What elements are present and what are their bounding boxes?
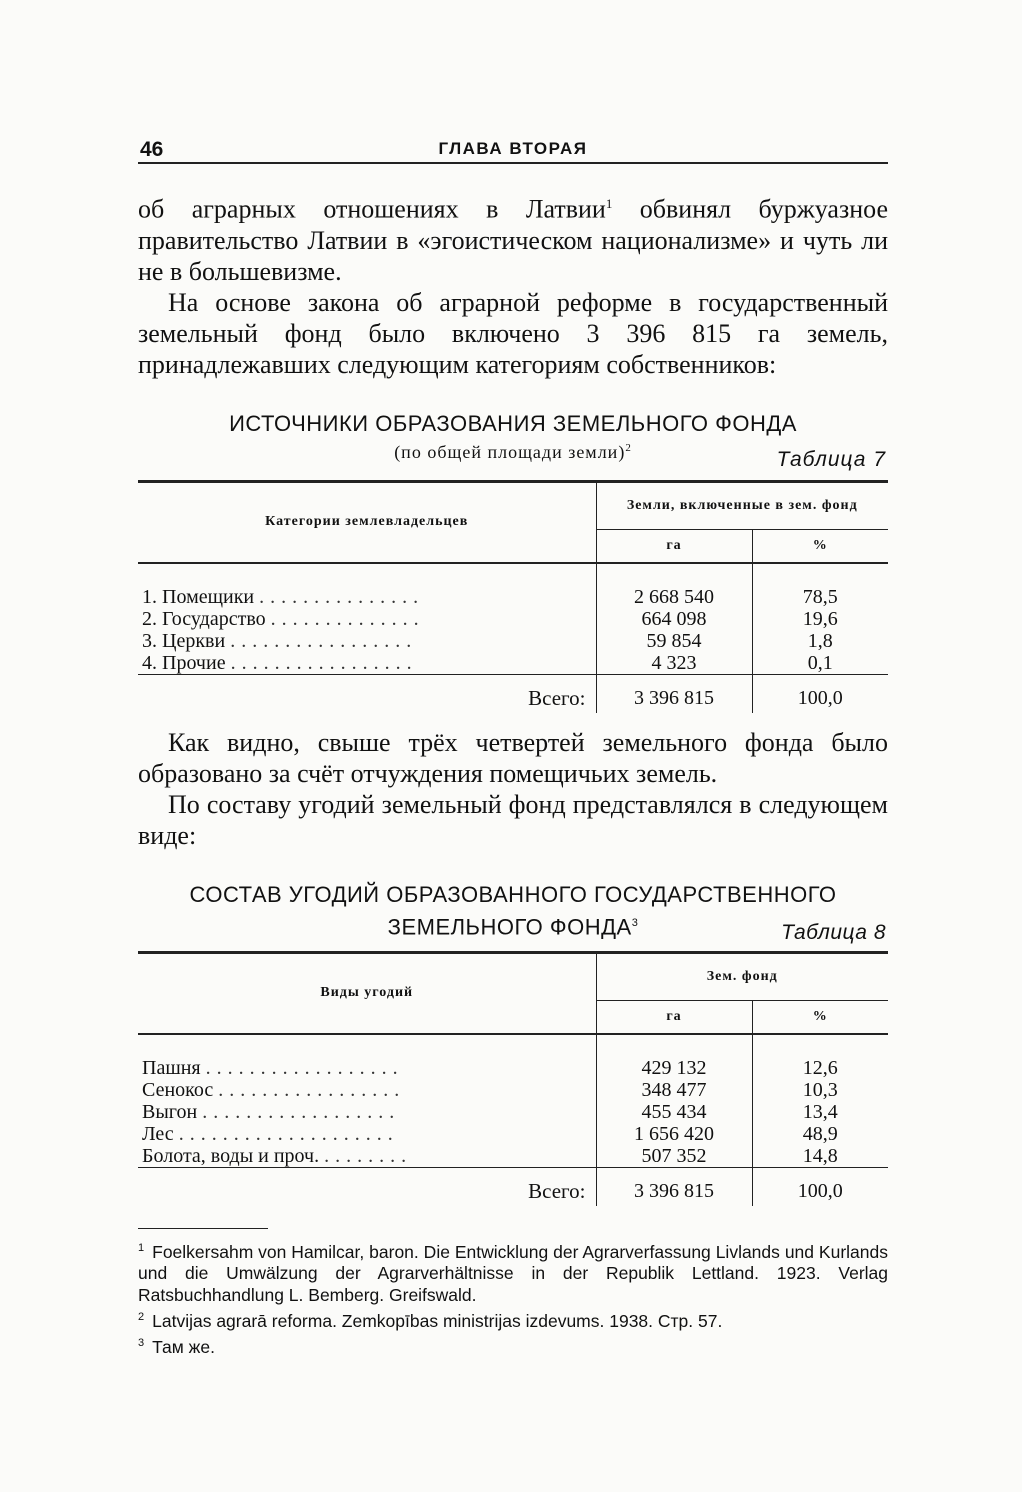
footnote-ref-2: 2 — [625, 441, 632, 454]
table-row: 2. Государство .............. 664 098 19,6 — [138, 608, 888, 630]
table-8-block — [138, 881, 888, 1206]
running-header — [138, 128, 888, 164]
table-7-col-ha: га — [596, 529, 752, 563]
table-row: Пашня .................. 429 132 12,6 — [138, 1057, 888, 1079]
table-7-label: Таблица 7 — [776, 447, 886, 471]
footnotes — [138, 1228, 888, 1358]
table-7-block — [138, 410, 888, 713]
table-8-col-category: Виды угодий — [320, 985, 414, 1001]
footnote-ref-1: 1 — [605, 196, 613, 211]
footnote-ref-3: 3 — [631, 916, 639, 929]
table-row: Сенокос ................. 348 477 10,3 — [138, 1079, 888, 1101]
table-7-col-group: Земли, включенные в зем. фонд — [596, 481, 888, 529]
table-7-col-pct: % — [752, 529, 888, 563]
paragraph-3: Как видно, свыше трёх четвертей земельного фонда было образовано за счёт отчуждения помещичьих земель. — [138, 727, 888, 788]
table-8-title-line1: СОСТАВ УГОДИЙ ОБРАЗОВАННОГО ГОСУДАРСТВЕННОГО — [189, 881, 837, 907]
book-page — [138, 128, 888, 1358]
table-7 — [138, 480, 888, 713]
footnote-rule — [138, 1228, 268, 1229]
paragraph-2: На основе закона об аграрной реформе в государственный земельный фонд было включено 3 396 815 га земель, принадлежавших следующим категориям собственников: — [138, 287, 888, 379]
table-7-total-row: Всего: 3 396 815 100,0 — [138, 674, 888, 713]
table-7-title: ИСТОЧНИКИ ОБРАЗОВАНИЯ ЗЕМЕЛЬНОГО ФОНДА — [229, 410, 797, 436]
footnote-2: $^2$ Latvijas agrarā reforma. Zemkopības ministrijas izdevums. 1938. Стр. 57. — [138, 1311, 723, 1332]
table-8-label: Таблица 8 — [781, 920, 886, 944]
chapter-title: ГЛАВА ВТОРАЯ — [438, 139, 588, 158]
page-number: 46 — [140, 138, 164, 161]
table-8-total-row: Всего: 3 396 815 100,0 — [138, 1167, 888, 1206]
table-row: Болота, воды и проч. ........ 507 352 14,8 — [138, 1145, 888, 1168]
table-row: Лес .................... 1 656 420 48,9 — [138, 1123, 888, 1145]
table-7-col-category: Категории землевладельцев — [265, 514, 469, 530]
table-row: 1. Помещики ............... 2 668 540 78,5 — [138, 586, 888, 608]
table-8-title-row2 — [138, 909, 888, 943]
table-row: Выгон .................. 455 434 13,4 — [138, 1101, 888, 1123]
table-row: 4. Прочие ................. 4 323 0,1 — [138, 652, 888, 675]
table-row: 3. Церкви ................. 59 854 1,8 — [138, 630, 888, 652]
table-8-title-line2: ЗЕМЕЛЬНОГО ФОНДА — [387, 913, 632, 939]
table-8-col-pct: % — [752, 1000, 888, 1034]
table-8-col-group: Зем. фонд — [596, 952, 888, 1000]
paragraph-4: По составу угодий земельный фонд представлялся в следующем виде: — [138, 789, 888, 850]
table-8 — [138, 951, 888, 1206]
footnote-1: $^1$ Foelkersahm von Hamilcar, baron. Die Entwicklung der Agrarverfassung Livlands und Kurlands und die Umwälzung der Agrarverhältnisse in der Republik Lettland. 1923. Verlag Ratsbuchhandlung L. Bemberg. Greifswald. — [138, 1241, 888, 1306]
table-8-col-ha: га — [596, 1000, 752, 1034]
footnote-3: $^3$ Там же. — [138, 1337, 215, 1358]
table-7-subtitle-row — [138, 442, 888, 472]
paragraph-1: об аграрных отношениях в Латвии$^1$ обвинял буржуазное правительство Латвии в «эгоистическом национализме» и чуть ли не в большевизме. — [138, 194, 888, 286]
table-7-subtitle: (по общей площади земли) — [394, 441, 626, 462]
